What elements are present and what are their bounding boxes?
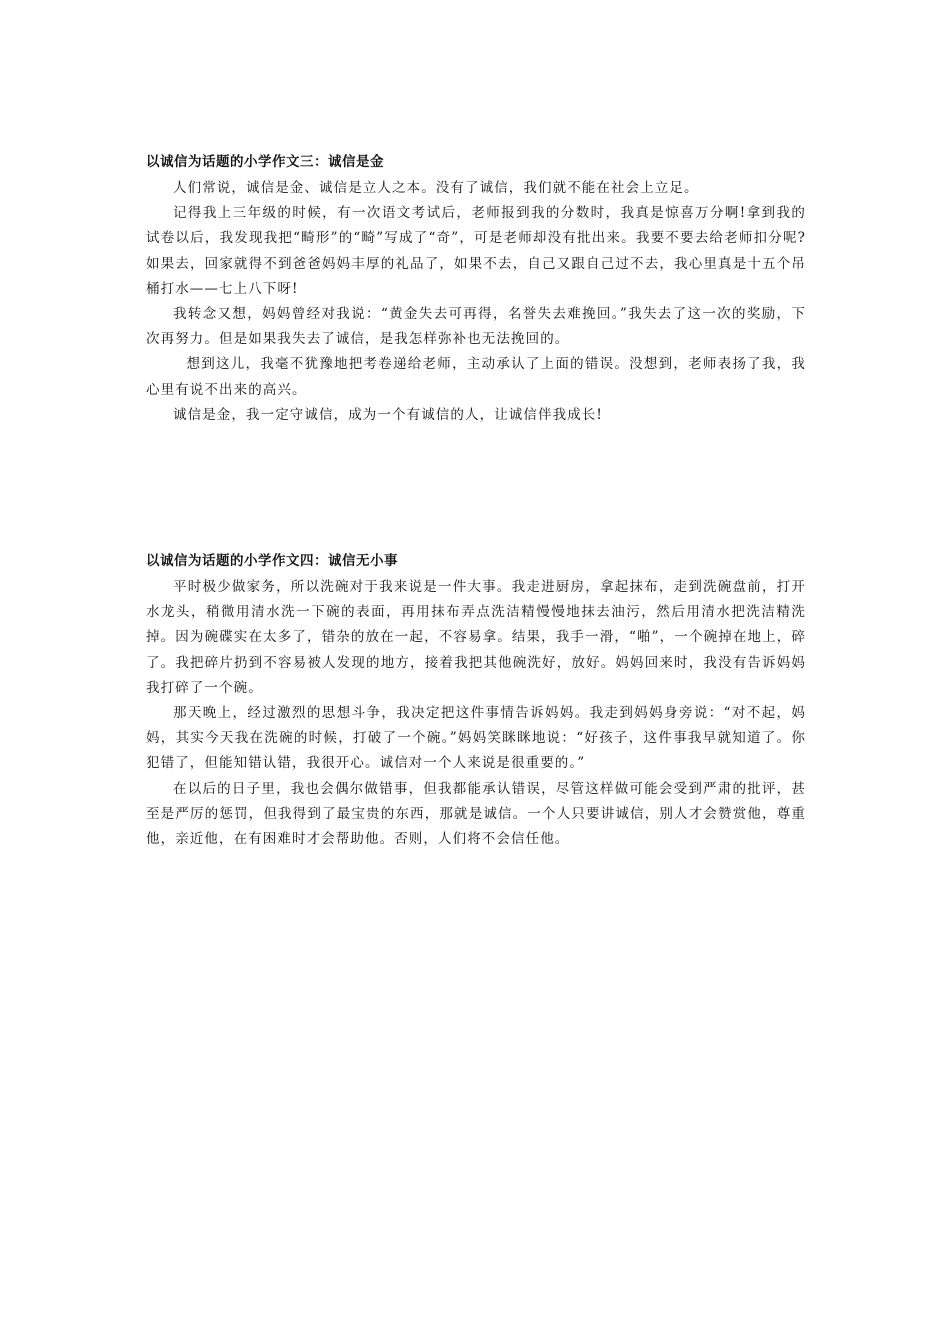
essay-paragraph: 平时极少做家务，所以洗碗对于我来说是一件大事。我走进厨房，拿起抹布，走到洗碗盘前，打开水龙头，稍微用清水洗一下碗的表面，再用抹布弄点洗洁精慢慢地抹去油污，然后用清水把洗洁精洗掉。因为碗碟实在太多了，错杂的放在一起，不容易拿。结果，我手一滑，“啪”，一个碗掉在地上，碎了。我把碎片扔到不容易被人发现的地方，接着我把其他碗洗好，放好。妈妈回来时，我没有告诉妈妈我打碎了一个碗。	[146, 579, 806, 696]
essay-paragraph: 想到这儿，我毫不犹豫地把考卷递给老师，主动承认了上面的错误。没想到，老师表扬了我，我心里有说不出来的高兴。	[146, 356, 806, 398]
essay-paragraph: 我转念又想，妈妈曾经对我说：“黄金失去可再得，名誉失去难挽回。”我失去了这一次的奖励，下次再努力。但是如果我失去了诚信，是我怎样弥补也无法挽回的。	[146, 306, 806, 348]
essay-honesty-is-gold	[146, 150, 806, 428]
essay-paragraph: 诚信是金，我一定守诚信，成为一个有诚信的人，让诚信伴我成长!	[173, 406, 603, 423]
essay-paragraph: 那天晚上，经过激烈的思想斗争，我决定把这件事情告诉妈妈。我走到妈妈身旁说：“对不起，妈妈，其实今天我在洗碗的时候，打破了一个碗。”妈妈笑眯眯地说：“好孩子，这件事我早就知道了。你犯错了，但能知错认错，我很开心。诚信对一个人来说是很重要的。”	[146, 705, 806, 772]
essay-title: 以诚信为话题的小学作文四：诚信无小事	[146, 553, 398, 569]
essay-paragraph: 在以后的日子里，我也会偶尔做错事，但我都能承认错误，尽管这样做可能会受到严肃的批评，甚至是严厉的惩罚，但我得到了最宝贵的东西，那就是诚信。一个人只要讲诚信，别人才会赞赏他，尊重他，亲近他，在有困难时才会帮助他。否则，人们将不会信任他。	[146, 780, 806, 848]
essay-paragraph: 人们常说，诚信是金、诚信是立人之本。没有了诚信，我们就不能在社会上立足。	[173, 180, 699, 196]
essay-no-small-matter	[146, 549, 806, 852]
essay-title: 以诚信为话题的小学作文三：诚信是金	[146, 154, 384, 170]
essay-paragraph: 记得我上三年级的时候，有一次语文考试后，老师报到我的分数时，我真是惊喜万分啊!拿到我的试卷以后，我发现我把“畸形”的“畸”写成了“奇”，可是老师却没有批出来。我要不要去给老师扣分呢?如果去，回家就得不到爸爸妈妈丰厚的礼品了，如果不去，自己又跟自己过不去，我心里真是十五个吊桶打水——七上八下呀!	[146, 205, 806, 297]
